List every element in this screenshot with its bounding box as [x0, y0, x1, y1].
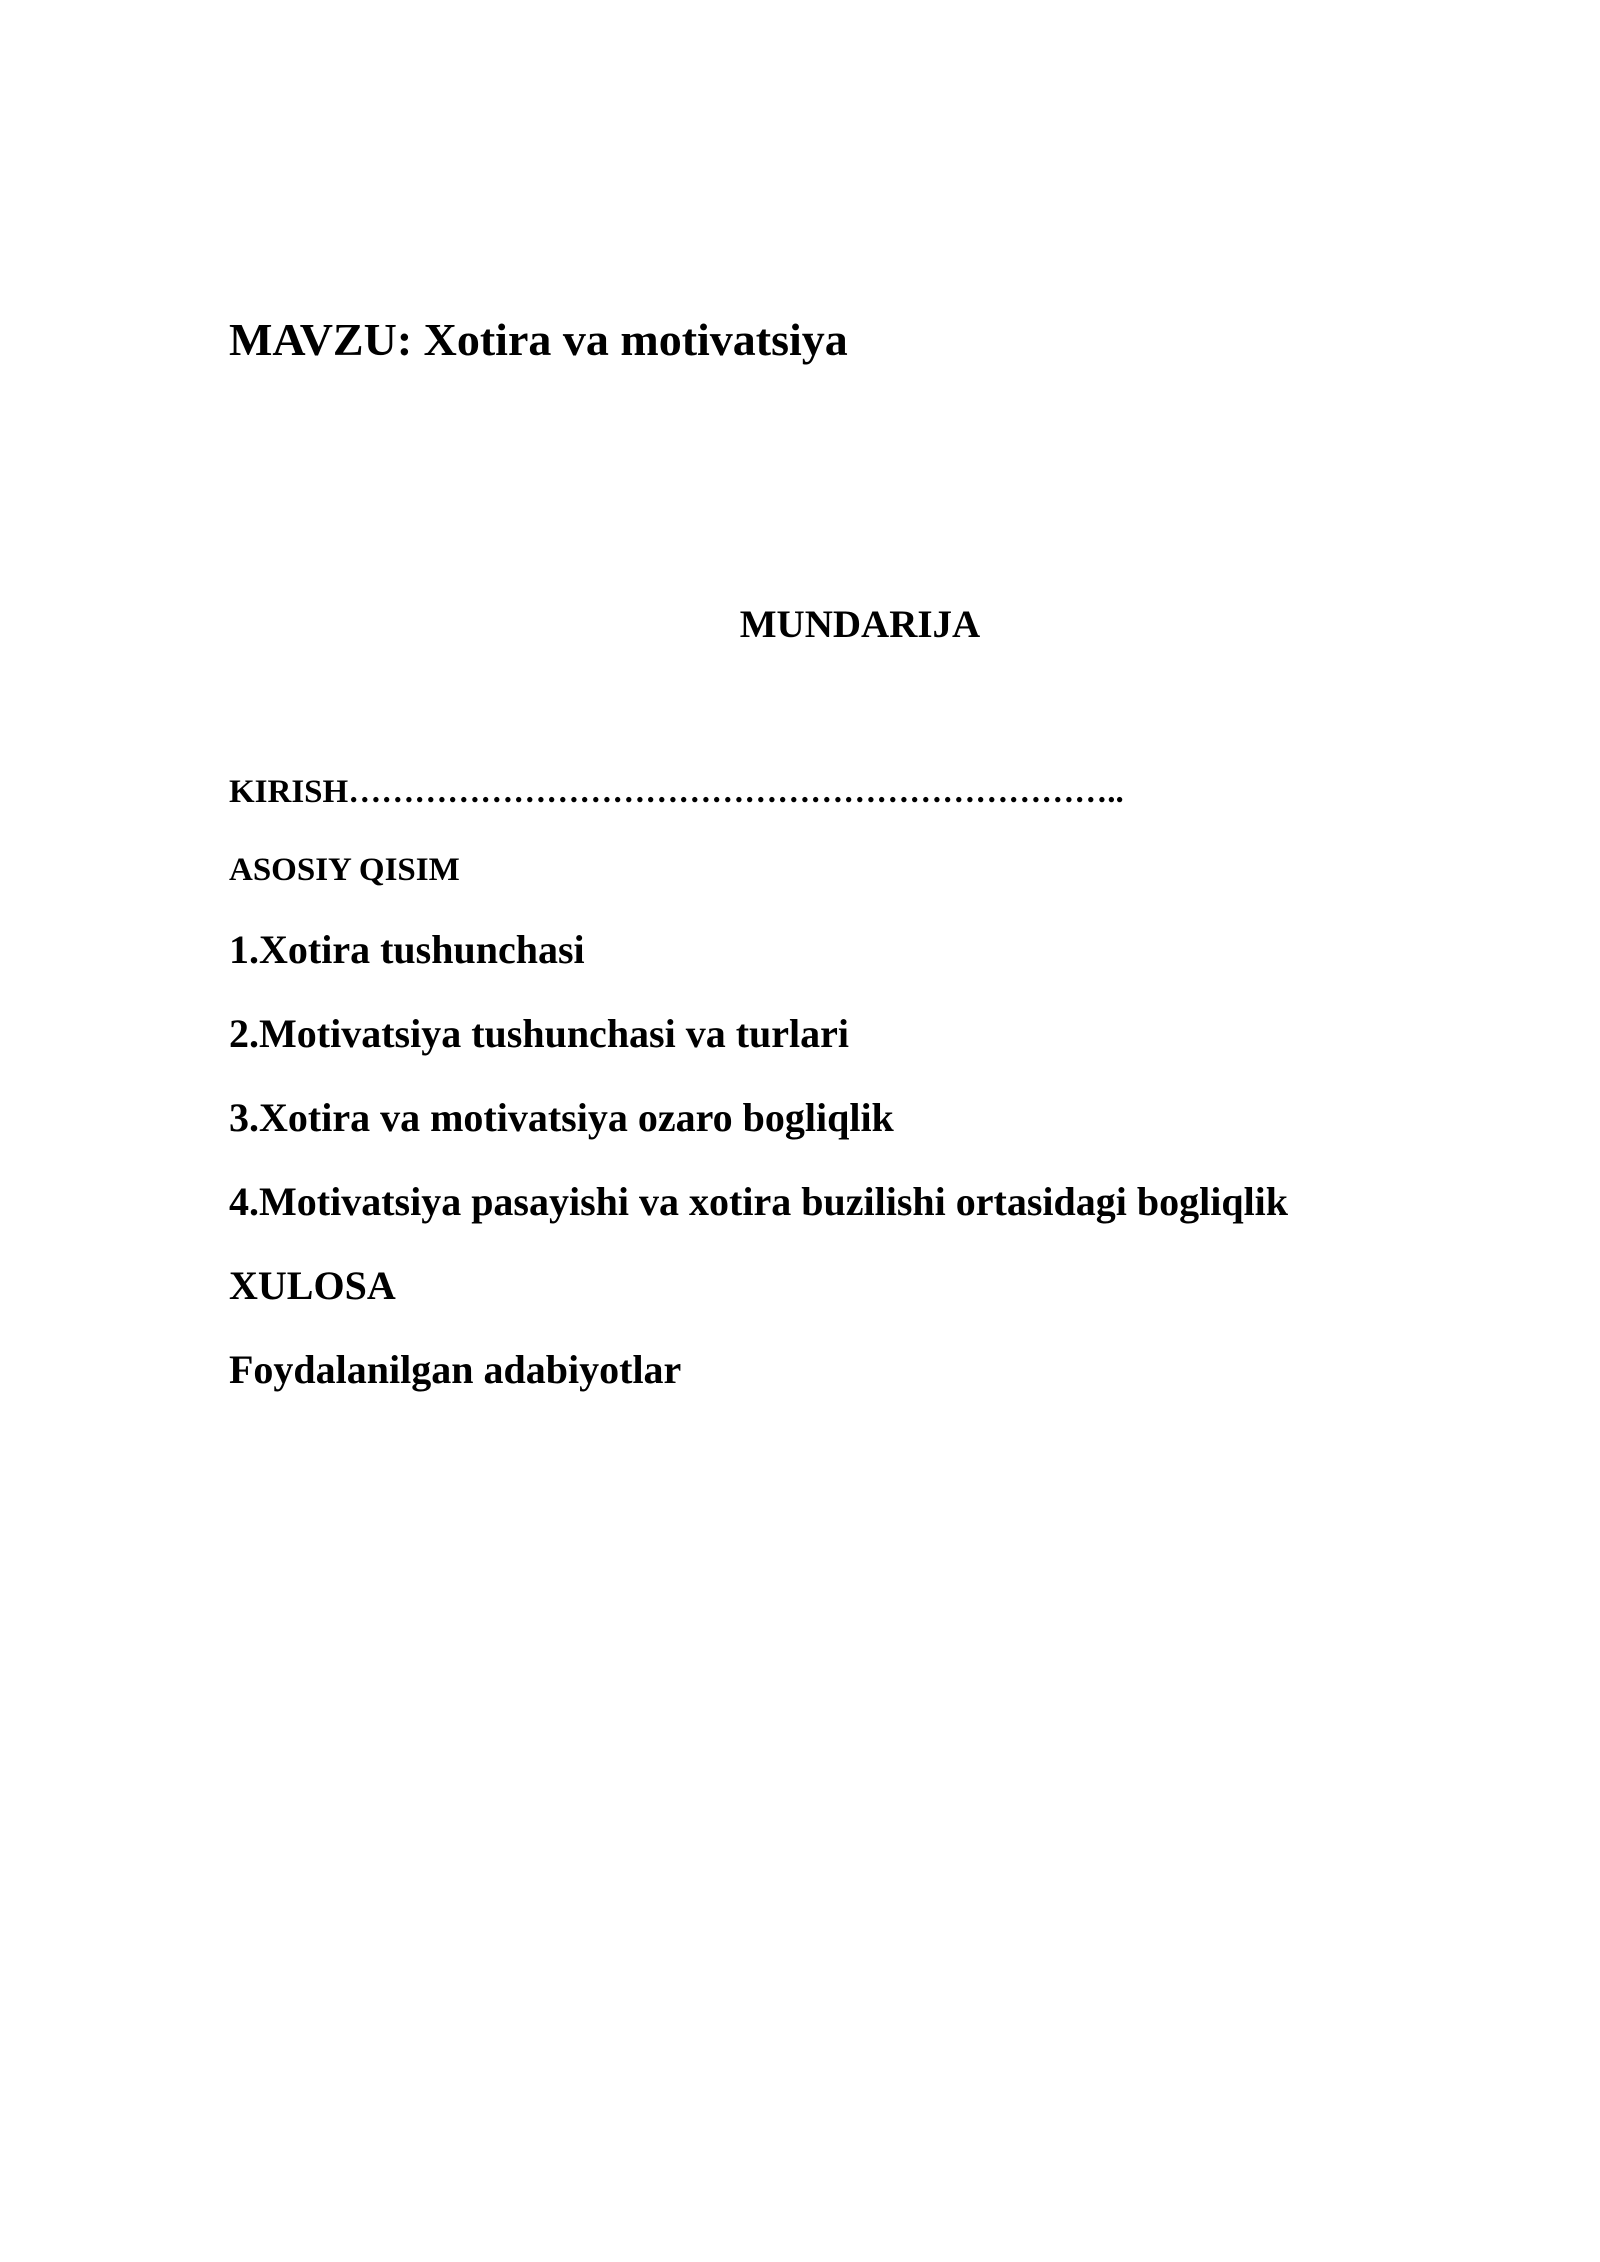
toc-entry-references: Foydalanilgan adabiyotlar [229, 1347, 682, 1392]
toc-entry-section-2: 2.Motivatsiya tushunchasi va turlari [229, 1011, 850, 1056]
toc-entry-section-4: 4.Motivatsiya pasayishi va xotira buzilishi ortasidagi bogliqlik [229, 1179, 1289, 1224]
toc-entry-section-3: 3.Xotira va motivatsiya ozaro bogliqlik [229, 1095, 894, 1140]
toc-entry-introduction: KIRISH…………………………………………………………….. [229, 774, 1124, 810]
toc-entry-conclusion: XULOSA [229, 1263, 396, 1308]
document-title: MAVZU: Xotira va motivatsiya [229, 314, 848, 365]
toc-entry-main-part: ASOSIY QISIM [229, 852, 460, 888]
table-of-contents-heading: MUNDARIJA [739, 603, 981, 646]
toc-entry-section-1: 1.Xotira tushunchasi [229, 927, 585, 972]
